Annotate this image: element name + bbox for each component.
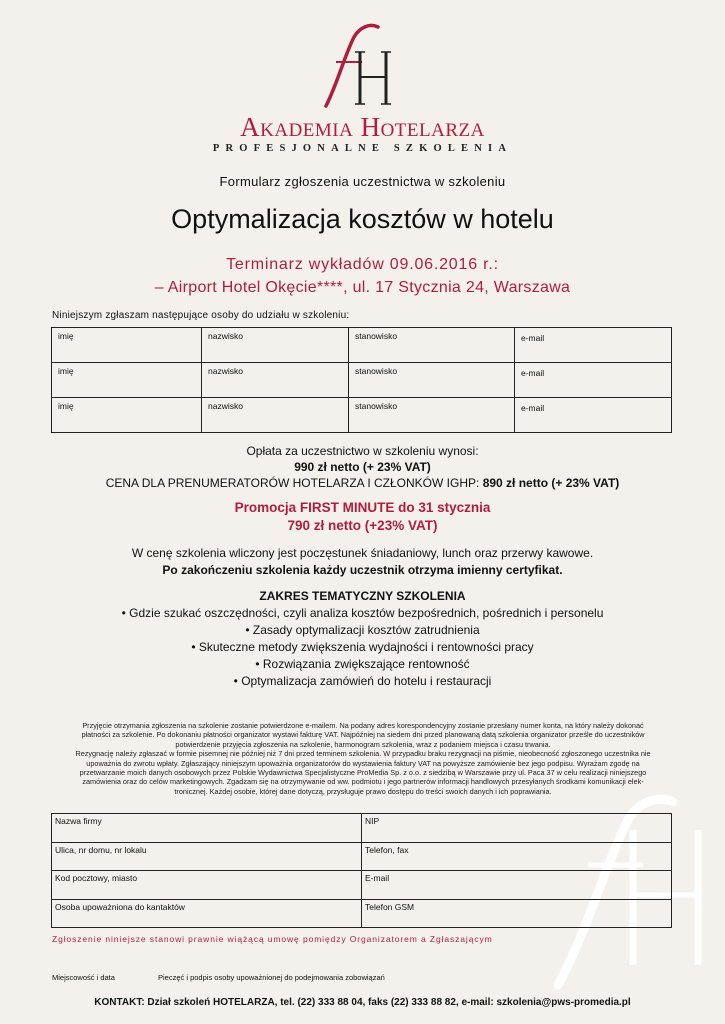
company-row [52, 842, 672, 871]
company-row [52, 871, 672, 900]
participant-row [52, 363, 672, 398]
position-field[interactable]: stanowisko [349, 398, 515, 433]
terms-line: Przyjęcie otrzymania zgłoszenia na szkolenie zostanie potwierdzone e-mailem. Na podany adres korespondencyjny zostanie przesłany numer konta, na który należy dokonać [82, 721, 644, 730]
includes-block [0, 545, 725, 579]
contact-person-field[interactable]: Osoba upoważniona do kantaktów [52, 899, 362, 928]
signature-stamp: Pieczęć i podpis osoby upoważnionej do podejmowania zobowiązań [158, 973, 385, 982]
includes-certificate: Po zakończeniu szkolenia każdy uczestnik otrzyma imienny certyfikat. [162, 563, 563, 577]
last-name-field[interactable]: nazwisko [202, 398, 349, 433]
company-table [51, 813, 672, 928]
fee-member-label: CENA DLA PRENUMERATORÓW HOTELARZA I CZŁONKÓW IGHP: [105, 476, 480, 490]
contact-line: KONTAKT: Dział szkoleń HOTELARZA, tel. (22) 333 88 04, faks (22) 333 88 82, e-mail: szkolenia@pws-promedia.pl [94, 997, 631, 1008]
agreement-note: Zgłoszenie niniejsze stanowi prawnie wiążącą umowę pomiędzy Organizatorem a Zgłaszającym [52, 934, 493, 944]
terms-line: zamówienia oraz do celów marketingowych. Zgadzam się na otrzymywanie od ww. podmiotu i jego partnerów informacji handlowych przesyłanych środkami komunikacji elek- [82, 777, 644, 787]
scope-item: • Rozwiązania zwiększające rentowność [255, 657, 470, 671]
email-field[interactable]: e-mail [515, 398, 672, 433]
fee-intro: Opłata za uczestnictwo w szkoleniu wynosi: [246, 444, 479, 458]
last-name-field[interactable]: nazwisko [202, 363, 349, 398]
scope-block [0, 588, 725, 690]
fee-price: 990 zł netto (+ 23% VAT) [294, 460, 431, 474]
terms-line: upoważnia do zwrotu wpłaty. Zgłaszający niniejszym upoważnia organizatorów do wystawienia faktury VAT na powyższe zamówienie bez jego podpisu. Wyrażam zgodę na [86, 758, 640, 768]
first-name-field[interactable]: imię [52, 398, 202, 433]
position-field[interactable]: stanowisko [349, 363, 515, 398]
position-field[interactable]: stanowisko [349, 328, 515, 363]
form-title: Formularz zgłoszenia uczestnictwa w szkoleniu [219, 174, 506, 189]
scope-item: • Skuteczne metody zwiększenia wydajności i rentowności pracy [191, 640, 534, 654]
email-field[interactable]: e-mail [515, 328, 672, 363]
postal-city-field[interactable]: Kod pocztowy, miasto [52, 871, 362, 900]
phone-fax-field[interactable]: Telefon, fax [362, 842, 672, 871]
fee-member-value: 890 zł netto (+ 23% VAT) [482, 476, 620, 490]
participants-intro: Niniejszym zgłaszam następujące osoby do udziału w szkoleniu: [52, 310, 350, 321]
first-name-field[interactable]: imię [52, 328, 202, 363]
promo-block [0, 499, 725, 535]
terms-text [58, 721, 668, 796]
company-email-field[interactable]: E-mail [362, 871, 672, 900]
scope-heading: ZAKRES TEMATYCZNY SZKOLENIA [259, 589, 466, 603]
mobile-phone-field[interactable]: Telefon GSM [362, 899, 672, 928]
participant-row [52, 328, 672, 363]
course-title: Optymalizacja kosztów w hotelu [171, 204, 554, 234]
terms-line: płatności za szkolenie. Po dokonaniu płatności organizator wystawi fakturę VAT. Najpóźniej na siedem dni przed planowaną datą szkolenia organizator prześle do uczestników [81, 730, 645, 740]
scope-item: • Gdzie szukać oszczędności, czyli analiza kosztów bezpośrednich, pośrednich i personelu [121, 606, 604, 620]
promo-price: 790 zł netto (+23% VAT) [287, 518, 438, 533]
scope-item: • Zasady optymalizacji kosztów zatrudnienia [245, 623, 480, 637]
scope-item: • Optymalizacja zamówień do hotelu i restauracji [233, 674, 492, 688]
company-row [52, 899, 672, 928]
first-name-field[interactable]: imię [52, 363, 202, 398]
terms-line: tronicznej. Każdej osobie, której dane dotyczą, przysługuje prawo dostępu do treści swoich danych i ich poprawiania. [174, 786, 552, 796]
fee-block [0, 443, 725, 491]
logo-mark [318, 22, 398, 108]
includes-meals: W cenę szkolenia wliczony jest poczęstunek śniadaniowy, lunch oraz przerwy kawowe. [131, 546, 594, 560]
brand-tagline: PROFESJONALNE SZKOLENIA [212, 143, 513, 154]
schedule-date: Terminarz wykładów 09.06.2016 r.: [226, 256, 499, 273]
company-name-field[interactable]: Nazwa firmy [52, 814, 362, 843]
street-field[interactable]: Ulica, nr domu, nr lokalu [52, 842, 362, 871]
email-field[interactable]: e-mail [515, 363, 672, 398]
last-name-field[interactable]: nazwisko [202, 328, 349, 363]
company-row [52, 814, 672, 843]
participant-row [52, 398, 672, 433]
terms-line: potwierdzenie przyjęcia zgłoszenia na szkolenie, harmonogram szkolenia, wraz z podaniem miejsca i czasu trwania. [175, 739, 551, 749]
terms-line: przetwarzanie moich danych osobowych przez Polskie Wydawnictwa Specjalistyczne ProMedia Sp. z o.o. z siedzibą w Warszawie przy ul. Paca 37 w celu realizacji niniejszego [79, 768, 647, 778]
signature-place-date: Miejscowość i data [52, 973, 115, 982]
brand-name: Akademia Hotelarza [240, 112, 485, 142]
schedule-venue: – Airport Hotel Okęcie****, ul. 17 Stycznia 24, Warszawa [154, 279, 571, 296]
nip-field[interactable]: NIP [362, 814, 672, 843]
participants-table [51, 327, 672, 433]
fee-member-price [0, 475, 725, 491]
terms-line: Rezygnację należy zgłaszać w formie pisemnej nie później niż 7 dni przed terminem szkolenia. W przypadku braku rezygnacji na piśmie, nieobecność zgłoszonego uczestnika nie [75, 749, 651, 759]
promo-title: Promocja FIRST MINUTE do 31 stycznia [234, 500, 491, 515]
